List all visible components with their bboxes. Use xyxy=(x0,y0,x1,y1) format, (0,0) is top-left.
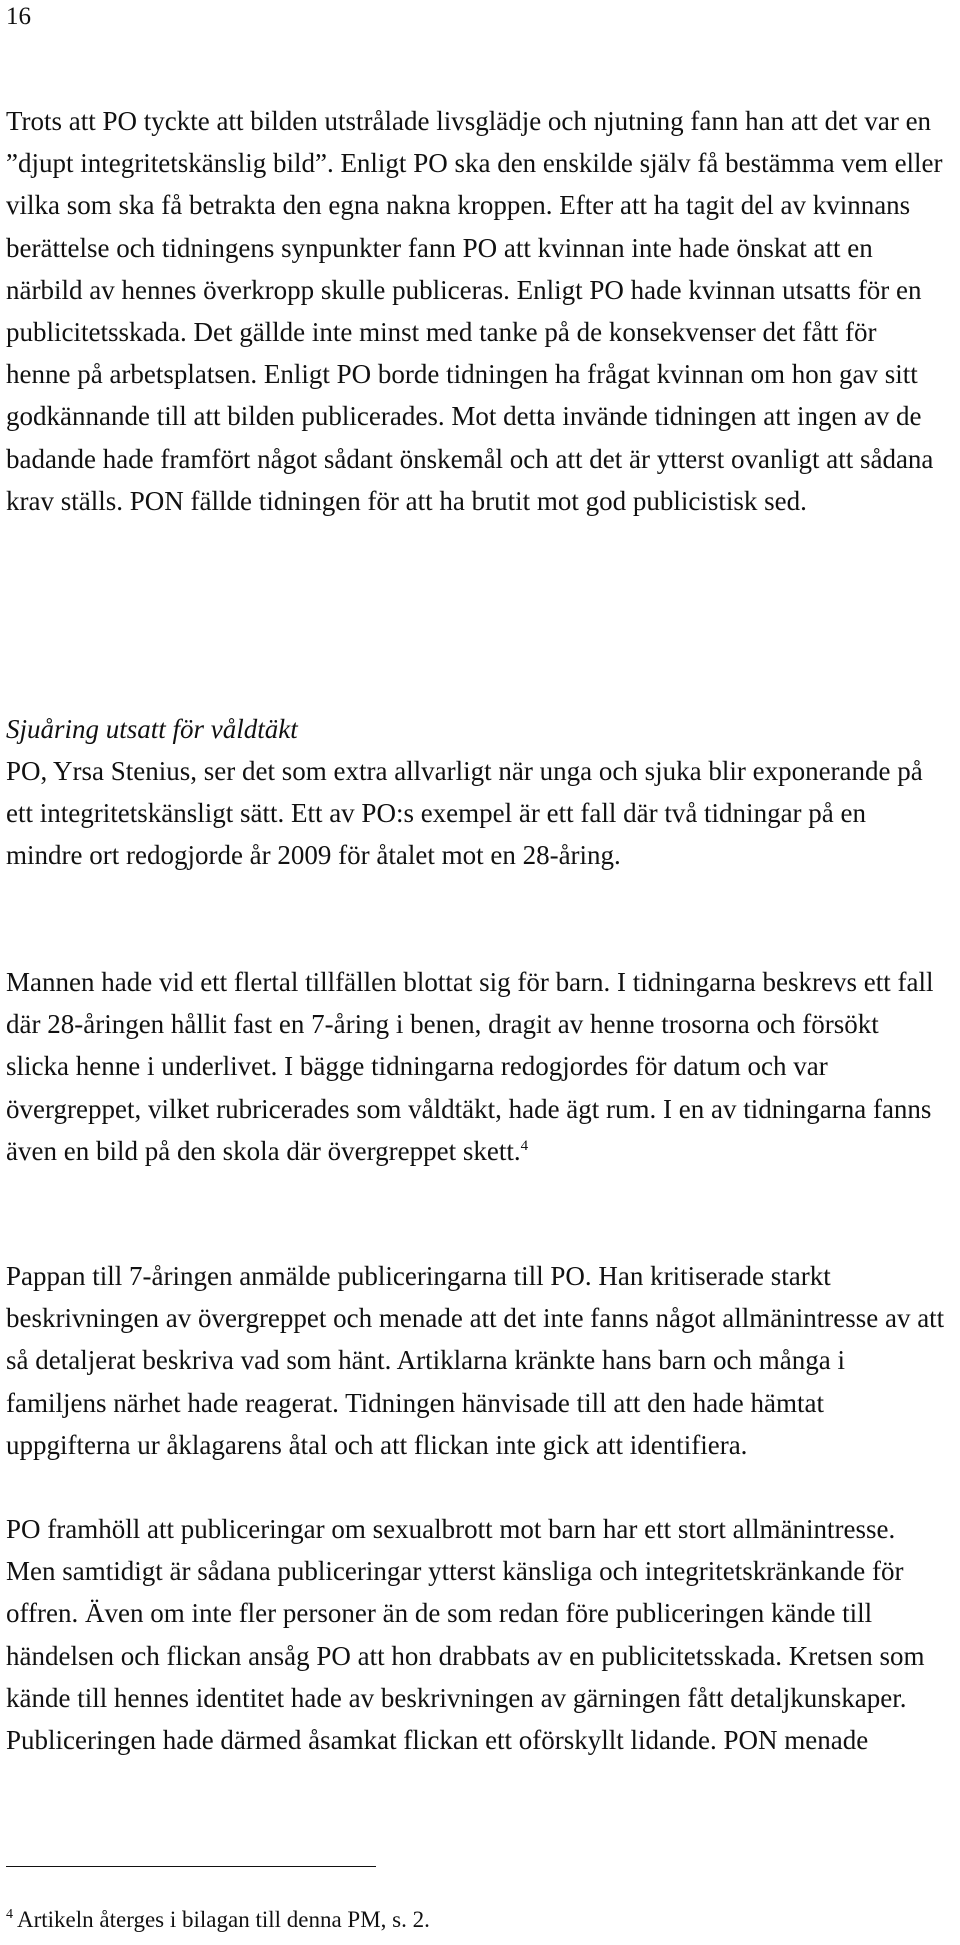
paragraph-text: Pappan till 7-åringen anmälde publiceringarna till PO. Han kritiserade starkt beskrivningen av övergreppet och menade att det inte fanns något allmänintresse av att så detaljerat beskriva vad som hänt. Artiklarna kränkte hans barn och många i familjens närhet hade reagerat. Tidningen hänvisade till att den hade hämtat uppgifterna ur åklagarens åtal och att flickan inte gick att identifiera. xyxy=(6,1261,945,1460)
paragraph-text: Mannen hade vid ett flertal tillfällen blottat sig för barn. I tidningarna beskrevs ett fall där 28-åringen hållit fast en 7-åring i benen, dragit av henne trosorna och försökt slicka henne i underlivet. I bägge tidningarna redogjordes för datum och var övergreppet, vilket rubricerades som våldtäkt, hade ägt rum. I en av tidningarna fanns även en bild på den skola där övergreppet skett. xyxy=(6,967,934,1166)
footnote-divider xyxy=(6,1866,376,1867)
footnote-number: 4 xyxy=(6,1907,13,1923)
section-heading: Sjuåring utsatt för våldtäkt xyxy=(6,714,298,744)
paragraph-po-bild xyxy=(6,100,946,522)
paragraph-text: PO, Yrsa Stenius, ser det som extra allvarligt när unga och sjuka blir exponerande på ett integritetskänsligt sätt. Ett av PO:s exempel är ett fall där två tidningar på en mindre ort redogjorde år 2009 för åtalet mot en 28-åring. xyxy=(6,756,923,871)
paragraph-po-framholl xyxy=(6,1508,946,1761)
paragraph-mannen xyxy=(6,961,946,1172)
paragraph-stenius xyxy=(6,750,946,877)
footnote-reference: 4 xyxy=(520,1137,529,1154)
page-number: 16 xyxy=(6,3,31,30)
footnote-text: Artikeln återges i bilagan till denna PM, s. 2. xyxy=(17,1907,430,1932)
footnote xyxy=(6,1905,430,1935)
paragraph-text: Trots att PO tyckte att bilden utstrålade livsglädje och njutning fann han att det var en ”djupt integritetskänslig bild”. Enligt PO ska den enskilde själv få bestämma vem eller vilka som ska få betrakta den egna nakna kroppen. Efter att ha tagit del av kvinnans berättelse och tidningens synpunkter fann PO att kvinnan inte hade önskat att en närbild av hennes överkropp skulle publiceras. Enligt PO hade kvinnan utsatts för en publicitetsskada. Det gällde inte minst med tanke på de konsekvenser det fått för henne på arbetsplatsen. Enligt PO borde tidningen ha frågat kvinnan om hon gav sitt godkännande till att bilden publicerades. Mot detta invände tidningen att ingen av de badande hade framfört något sådant önskemål och att det är ytterst ovanligt att sådana krav ställs. PON fällde tidningen för att ha brutit mot god publicistisk sed. xyxy=(6,106,943,516)
paragraph-text: PO framhöll att publiceringar om sexualbrott mot barn har ett stort allmänintresse. Men samtidigt är sådana publiceringar ytterst känsliga och integritetskränkande för offren. Även om inte fler personer än de som redan före publiceringen kände till händelsen och flickan ansåg PO att hon drabbats av en publicitetsskada. Kretsen som kände till hennes identitet hade av beskrivningen av gärningen fått detaljkunskaper. Publiceringen hade därmed åsamkat flickan ett oförskyllt lidande. PON menade xyxy=(6,1514,925,1756)
paragraph-text-wrapper xyxy=(6,961,946,1172)
paragraph-pappan xyxy=(6,1255,946,1466)
